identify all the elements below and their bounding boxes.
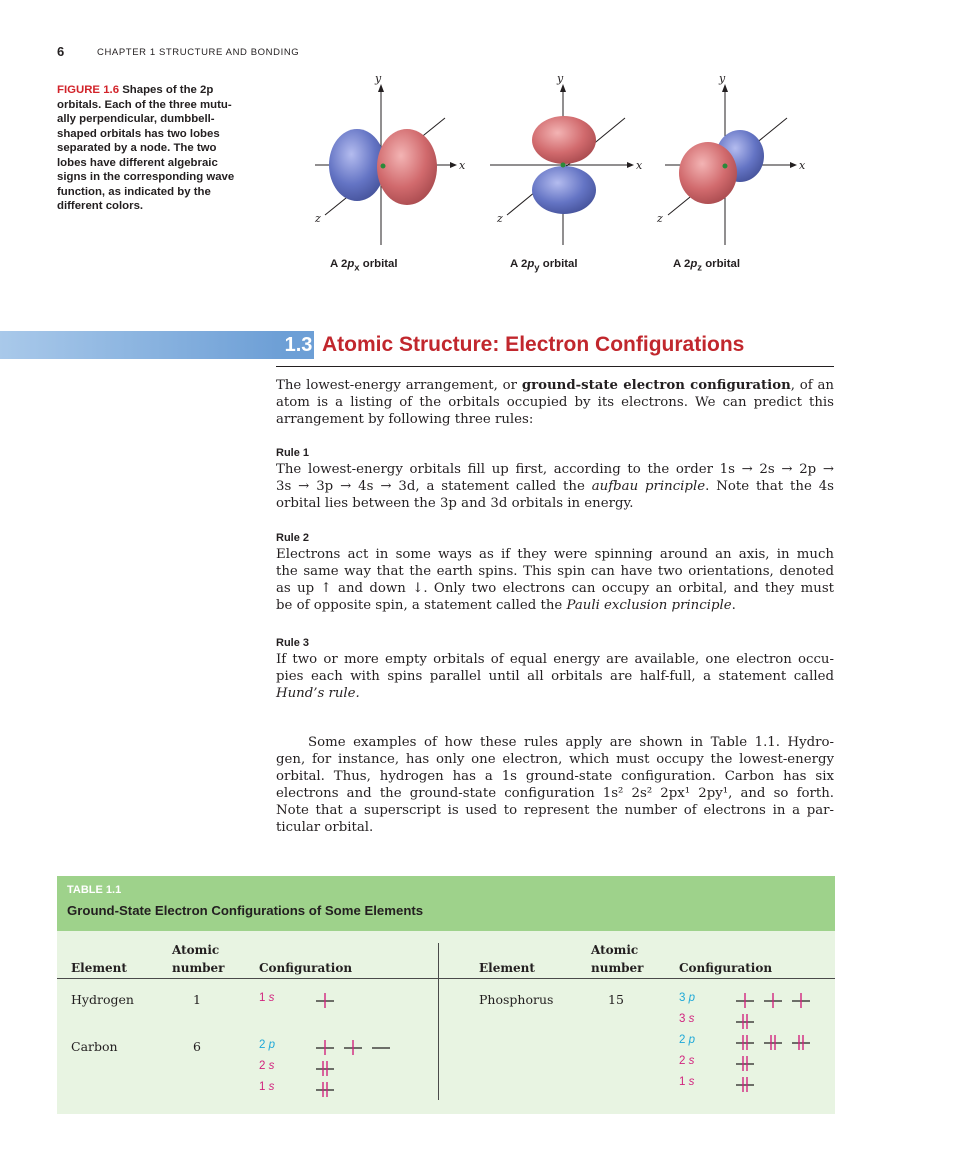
orbital-label: 1 s: [259, 992, 275, 1004]
page-number: 6: [57, 44, 65, 59]
z-axis-label: z: [315, 212, 321, 225]
caption-line: function, as indicated by the: [57, 185, 211, 198]
caption-line: shaped orbitals has two lobes: [57, 127, 220, 140]
element-name: Carbon: [71, 1039, 118, 1054]
electron-pair-box: [735, 1032, 755, 1052]
col-head-atomic: Atomic: [591, 943, 639, 957]
electron-pair-box: [763, 1032, 783, 1052]
table-header-rule: [57, 978, 835, 979]
section-rule: [276, 366, 834, 367]
single-electron-box: [763, 990, 783, 1010]
electron-pair-box: [735, 1074, 755, 1094]
col-head-element: Element: [479, 961, 535, 975]
y-axis-label: y: [375, 72, 382, 85]
pz-orbital-graphic: [656, 72, 806, 245]
electron-pair-box: [735, 1011, 755, 1031]
orbital-label: 1 s: [679, 1076, 695, 1088]
x-axis-label: x: [799, 159, 806, 172]
single-electron-box: [735, 990, 755, 1010]
orbital-label: 2 s: [679, 1055, 695, 1067]
electron-pair-box: [791, 1032, 811, 1052]
col-head-configuration: Configuration: [259, 961, 353, 975]
y-axis-label: y: [719, 72, 726, 85]
z-axis-label: z: [497, 212, 503, 225]
orbital-label: 1 s: [259, 1081, 275, 1093]
col-head-element: Element: [71, 961, 127, 975]
pz-orbital-caption: A $2p_z$ orbital: [673, 258, 741, 274]
y-axis-label: y: [557, 72, 564, 85]
single-electron-box: [315, 990, 335, 1010]
electron-pair-box: [735, 1053, 755, 1073]
intro-paragraph: The lowest-energy arrangement, or ground-state electron configuration, of an atom is a listing of the orbitals occupied by its electrons. We can predict this arrangement by following three rules:: [276, 378, 835, 427]
chapter-running-head: CHAPTER 1 STRUCTURE AND BONDING: [97, 47, 300, 58]
col-head-atomic: Atomic: [172, 943, 220, 957]
orbital-label: 2 s: [259, 1060, 275, 1072]
caption-line: ally perpendicular, dumbbell-: [57, 113, 215, 125]
caption-line: different colors.: [57, 200, 144, 212]
caption-line: orbitals. Each of the three mutu-: [57, 98, 232, 111]
figure-label: FIGURE 1.6: [57, 84, 120, 96]
section-color-band: [0, 331, 283, 359]
x-axis-label: x: [636, 159, 643, 172]
orbital-label: 2 p: [259, 1039, 275, 1051]
orbital-illustrations: [295, 70, 835, 285]
col-head-number: number: [172, 961, 225, 975]
single-electron-box: [791, 990, 811, 1010]
table-body: [57, 931, 835, 1114]
examples-paragraph: Some examples of how these rules apply are shown in Table 1.1. Hydro- gen, for instance, has only one electron, which must occupy the lowest-energy orbital. Thus, hydrogen has a 1s ground-state configuration. Carbon has six electrons and the ground-state configuration 1s² 2s² 2px¹ 2py¹, and so forth. Note that a superscript is used to represent the number of electrons in a par- ticular orbital.: [276, 735, 834, 835]
py-orbital-caption: A $2p_y$ orbital: [510, 258, 578, 274]
atomic-number: 15: [608, 992, 624, 1007]
atomic-number: 1: [193, 992, 201, 1007]
atomic-number: 6: [193, 1039, 201, 1054]
rule-3-text: If two or more empty orbitals of equal energy are available, one electron occu- pies each with spins parallel until all orbitals are half-full, a statement called Hund’s rule.: [276, 652, 834, 701]
single-electron-box: [343, 1037, 363, 1057]
electron-pair-box: [315, 1079, 335, 1099]
element-name: Phosphorus: [479, 992, 554, 1007]
table-column-divider: [438, 943, 439, 1100]
orbital-label: 3 p: [679, 992, 695, 1004]
caption-line: signs in the corresponding wave: [57, 171, 235, 183]
rule-1-heading: Rule 1: [276, 447, 310, 459]
caption-line: Shapes of the 2p: [122, 84, 214, 96]
col-head-configuration: Configuration: [679, 961, 773, 975]
col-head-number: number: [591, 961, 644, 975]
z-axis-label: z: [657, 212, 663, 225]
element-name: Hydrogen: [71, 992, 134, 1007]
x-axis-label: x: [459, 159, 466, 172]
table-title: Ground-State Electron Configurations of Some Elements: [67, 903, 424, 918]
px-orbital-graphic: [314, 72, 466, 245]
caption-line: separated by a node. The two: [57, 142, 217, 154]
orbital-label: 3 s: [679, 1013, 695, 1025]
table-label: TABLE 1.1: [67, 884, 122, 896]
figure-caption: [57, 83, 262, 214]
empty-orbital-box: [371, 1037, 391, 1057]
rule-2-text: Electrons act in some ways as if they were spinning around an axis, in much the same way that the earth spins. This spin can have two orientations, denoted as up ↑ and down ↓. Only two electrons can occupy an orbital, and they must be of opposite spin, a statement called the Pauli exclusion principle.: [276, 547, 834, 613]
rule-3-heading: Rule 3: [276, 637, 310, 649]
single-electron-box: [315, 1037, 335, 1057]
rule-1-text: The lowest-energy orbitals fill up first, according to the order 1s → 2s → 2p → 3s → 3p → 4s → 3d, a statement called the aufbau principle. Note that the 4s orbital lies between the 3p and 3d orbitals in energy.: [276, 462, 834, 511]
section-title: Atomic Structure: Electron Configurations: [322, 333, 745, 356]
caption-line: lobes have different algebraic: [57, 156, 218, 169]
orbital-label: 2 p: [679, 1034, 695, 1046]
electron-pair-box: [315, 1058, 335, 1078]
section-number: 1.3: [283, 331, 314, 359]
py-orbital-graphic: [490, 72, 643, 245]
rule-2-heading: Rule 2: [276, 532, 310, 544]
px-orbital-caption: A $2p_x$ orbital: [330, 258, 398, 274]
